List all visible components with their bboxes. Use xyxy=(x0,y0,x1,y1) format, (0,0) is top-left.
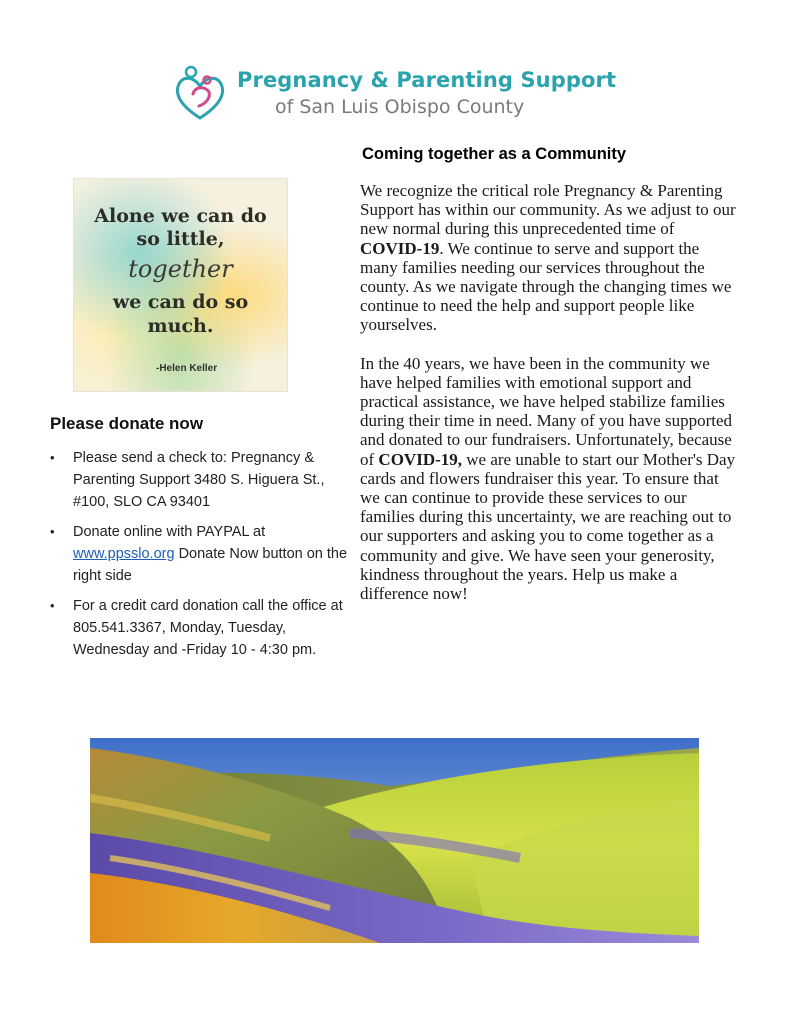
quote-line: much. xyxy=(147,315,214,337)
list-item xyxy=(50,595,350,661)
donate-online-suffix: Donate Now button on the right side xyxy=(73,546,348,584)
emphasis-text: COVID-19 xyxy=(360,238,440,258)
bullet-icon: • xyxy=(50,524,55,539)
bullet-icon: • xyxy=(50,598,55,613)
paragraph-text: We recognize the critical role Pregnancy & Parenting Support has within our community. As we adjust to our new normal during this unprecedented time of xyxy=(360,181,736,239)
list-item xyxy=(50,521,350,587)
paragraph-text: we are unable to start our Mother's Day cards and flowers fundraiser this year. To ensure that we can continue to provide these services to our families during this uncertainty, we are reaching out to our supporters and asking you to come together as a community and give. We have seen your generosity, kindness throughout the years. Help us make a difference now! xyxy=(360,449,736,604)
quote-author: -Helen Keller xyxy=(156,363,218,374)
organization-region: of San Luis Obispo County xyxy=(275,96,525,118)
organization-name: Pregnancy & Parenting Support xyxy=(237,68,617,92)
paragraph-text: In the 40 years, we have been in the community we have helped families with emotional support and practical assistance, we have helped stabilize families during their time in need. Many of you have supported and donated to our fundraisers. Unfortunately, because of xyxy=(360,353,733,469)
donate-by-check-text: Please send a check to: Pregnancy & Parenting Support 3480 S. Higuera St., #100, SLO CA 93401 xyxy=(73,450,325,510)
organization-logo xyxy=(171,64,617,126)
article-paragraph xyxy=(360,354,738,604)
quote-line: Alone we can do xyxy=(94,205,267,227)
quote-line: together xyxy=(128,255,233,283)
article-title: Coming together as a Community xyxy=(362,145,627,163)
heart-hands-icon xyxy=(171,64,229,124)
emphasis-text: COVID-19, xyxy=(378,449,463,469)
wildflower-hills-image xyxy=(90,738,699,943)
bullet-icon: • xyxy=(50,450,55,465)
paragraph-text: . We continue to serve and support the many families needing our services throughout the county. As we navigate through the changing times we continue to need the help and support people like yourselves. xyxy=(360,238,732,335)
donate-list xyxy=(50,447,350,669)
donate-by-phone-text: For a credit card donation call the office at 805.541.3367, Monday, Tuesday, Wednesday and -Friday 10 - 4:30 pm. xyxy=(73,598,343,658)
quote-line: we can do so xyxy=(112,291,249,313)
article-paragraph xyxy=(360,181,738,335)
list-item xyxy=(50,447,350,513)
article-body xyxy=(360,181,738,622)
quote-image xyxy=(73,178,288,392)
quote-line: so little, xyxy=(136,228,225,250)
donate-online-prefix: Donate online with PAYPAL at xyxy=(73,524,266,540)
donate-heading: Please donate now xyxy=(50,414,204,433)
website-link[interactable]: www.ppsslo.org xyxy=(73,546,175,562)
